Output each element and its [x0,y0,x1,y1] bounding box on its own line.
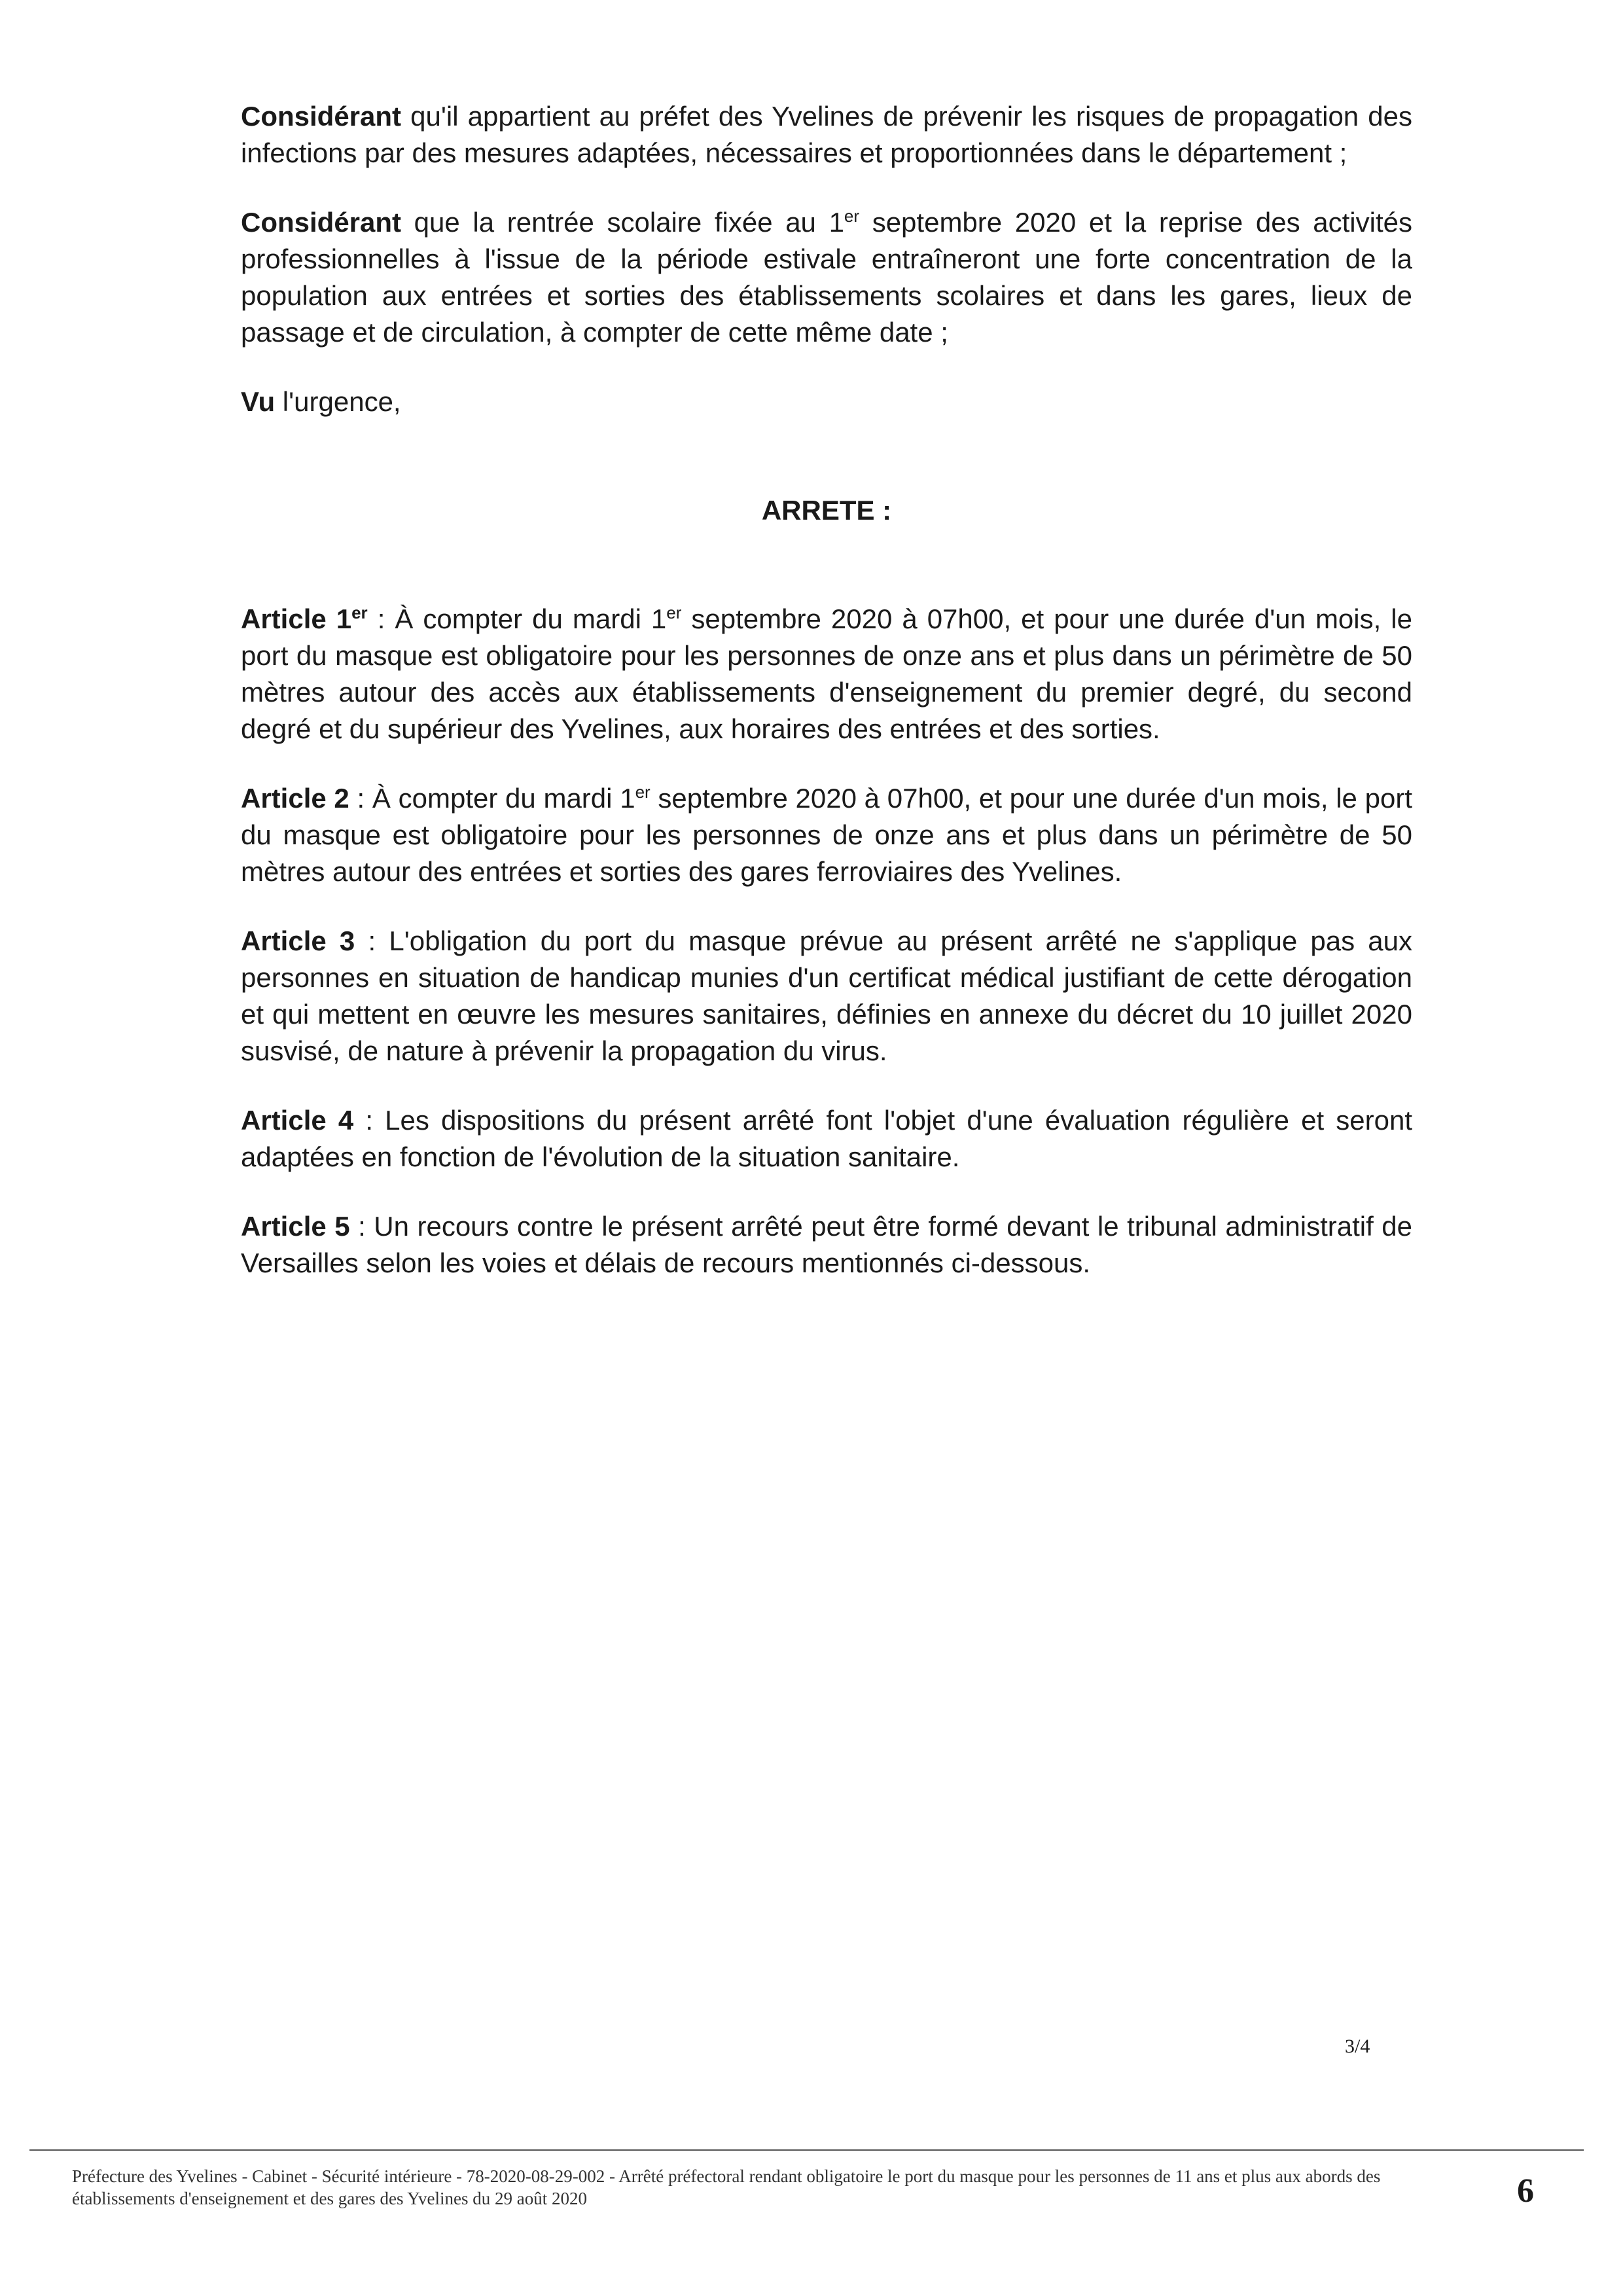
ordinal-superscript: er [666,603,682,622]
footer-reference-text: Préfecture des Yvelines - Cabinet - Sécurité intérieure - 78-2020-08-29-002 - Arrêté préfectoral rendant obligatoire le port du masque pour les personnes de 11 ans et plus aux abords des établissements d'enseignement et des gares des Yvelines du 29 août 2020 [72,2166,1381,2208]
article-1 [241,601,1412,747]
article-text: : À compter du mardi 1 [367,603,667,634]
article-text: septembre 2020 à 07h00, et pour une durée d'un mois, le port du masque est obligatoire pour les personnes de onze ans et plus dans un périmètre de 50 mètres autour des entrées et sorties des gares ferroviaires des Yvelines. [241,783,1412,887]
considerant-paragraph-1 [241,98,1412,171]
arrete-heading: ARRETE : [761,495,892,526]
paragraph-lead: Considérant [241,207,402,238]
article-label: Article 5 [241,1211,350,1242]
paragraph-text: que la rentrée scolaire fixée au 1 [401,207,844,238]
article-4 [241,1102,1412,1175]
considerant-paragraph-2 [241,204,1412,351]
paragraph-lead: Vu [241,386,276,417]
paragraph-text: qu'il appartient au préfet des Yvelines de prévenir les risques de propagation des infections par des mesures adaptées, nécessaires et proportionnées dans le département ; [241,101,1412,168]
article-label: Article 2 [241,783,349,814]
article-label: Article 4 [241,1105,354,1136]
paragraph-text: l'urgence, [275,386,401,417]
document-body [241,98,1412,1314]
page-number: 3/4 [1345,2036,1370,2057]
ordinal-superscript: er [844,206,860,226]
footer-page-number: 6 [1517,2172,1534,2210]
vu-paragraph [241,384,1412,420]
footer-divider [29,2149,1584,2151]
article-text: : Les dispositions du présent arrêté font l'objet d'une évaluation régulière et seront adaptées en fonction de l'évolution de la situation sanitaire. [241,1105,1412,1172]
paragraph-lead: Considérant [241,101,402,132]
article-text: : L'obligation du port du masque prévue au présent arrêté ne s'applique pas aux personnes en situation de handicap munies d'un certificat médical justifiant de cette dérogation et qui mettent en œuvre les mesures sanitaires, définies en annexe du décret du 10 juillet 2020 susvisé, de nature à prévenir la propagation du virus. [241,925,1413,1066]
article-text: septembre 2020 à 07h00, et pour une durée d'un mois, le port du masque est obligatoire pour les personnes de onze ans et plus dans un périmètre de 50 mètres autour des accès aux établissements d'enseignement du premier degré, du second degré et du supérieur des Yvelines, aux horaires des entrées et des sorties. [241,603,1412,744]
article-label: Article 3 [241,925,355,956]
article-text: : À compter du mardi 1 [349,783,635,814]
article-label: Article 1 [241,603,352,634]
article-label-superscript: er [351,603,368,622]
article-2 [241,780,1412,890]
article-5 [241,1208,1412,1282]
paragraph-text: septembre 2020 et la reprise des activités professionnelles à l'issue de la période estivale entraîneront une forte concentration de la population aux entrées et sorties des établissements scolaires et dans les gares, lieux de passage et de circulation, à compter de cette même date ; [241,207,1412,348]
article-3 [241,923,1412,1069]
ordinal-superscript: er [635,782,651,802]
article-text: : Un recours contre le présent arrêté peut être formé devant le tribunal administratif de Versailles selon les voies et délais de recours mentionnés ci-dessous. [241,1211,1412,1278]
